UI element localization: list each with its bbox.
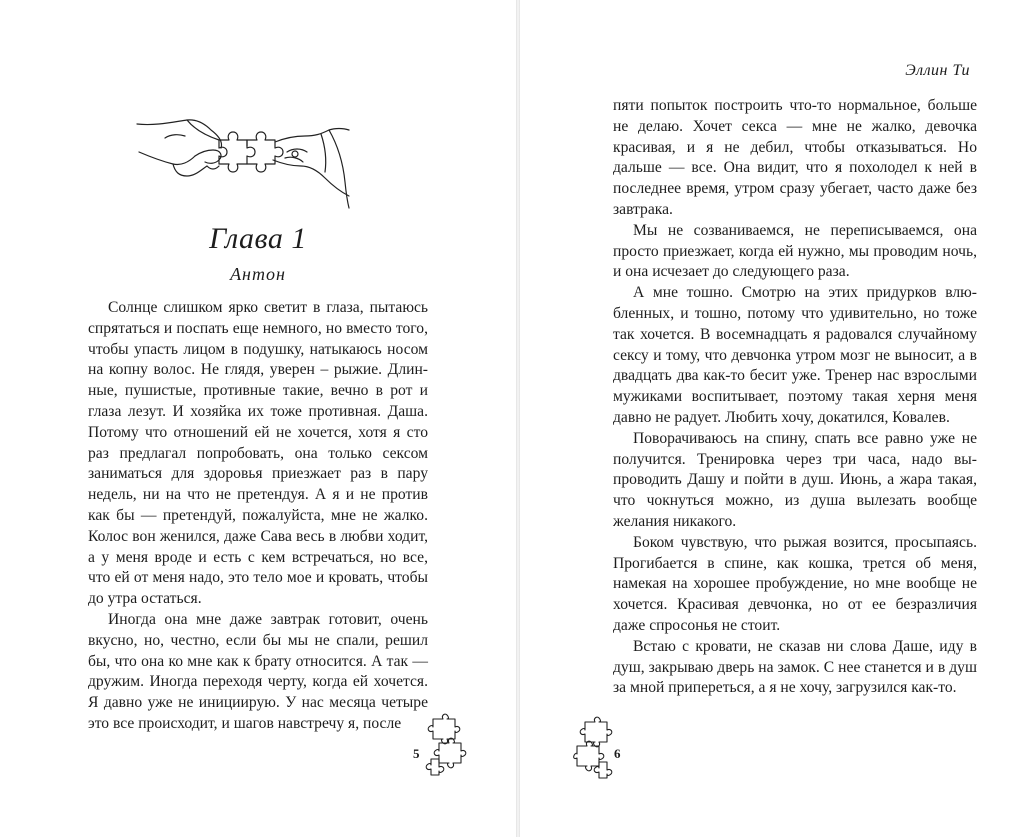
right-page-body [613, 96, 977, 699]
puzzle-ornament-icon [425, 713, 467, 777]
paragraph: А мне тошно. Смотрю на этих придурков влюбленных, и тошно, потому что удивительно, но тоже так хочется. В восемнадцать я радовался случайному сексу и тому, что девчонка утром мозг не выносит, а в двадцать два как-то бесит уже. Тренер нас взрослыми мужиками воспитывает, поэтому такая херня меня давно не радует. Любить хочу, докатился, Ковалев. [613, 284, 977, 426]
paragraph: Поворачиваюсь на спину, спать все равно уже не получится. Тренировка через три часа, надо выпроводить Дашу и пойти в душ. Июнь, а жара такая, что чокнуться можно, из душа вылезать вообще желания никакого. [613, 429, 977, 530]
left-page-body [88, 298, 428, 735]
paragraph: Солнце слишком ярко светит в глаза, пытаюсь спрятаться и поспать еще немного, но вместо того, чтобы упасть лицом в подушку, натыкаюсь носом на копну волос. Не глядя, уверен – рыжие. Длинные, пушистые, противные такие, вечно в рот и глаза лезут. И хозяйка их тоже противная. Даша. Потому что отношений ей не хочется, хотя я сто раз предлагал попробовать, она только сексом заниматься для здоровья приезжает раз в пару недель, ни на что не претендуя. А я и не против как бы — претендуй, пожалуйста, мне не жалко. Колос вон женился, даже Сава весь в любви ходит, а у меня вроде и есть с кем встречаться, но все, что ей от меня надо, это тело мое и кровать, чтобы до утра остаться. [88, 299, 428, 608]
chapter-title: Глава 1 [209, 222, 307, 255]
paragraph: Иногда она мне даже завтрак готовит, очень вкусно, но, честно, если бы мы не спали, решил бы, что она ко мне как к брату относится. А так — дружим. Иногда переходя черту, когда ей хочется. Я давно уже не инициирую. У нас месяца четыре это все происходит, и шагов навстречу я, после [88, 610, 428, 732]
chapter-subtitle: Антон [230, 264, 286, 284]
paragraph: пяти попыток построить что-то нормальное, больше не делаю. Хочет секса — мне не жалко, девочка красивая, и я не дебил, чтобы отказываться. Но дальше — все. Она видит, что я похолодел к ней в последнее время, утром сразу убегает, часто даже без завтрака. [613, 97, 977, 218]
puzzle-ornament-icon [573, 716, 615, 780]
paragraph: Встаю с кровати, не сказав ни слова Даше, иду в душ, закрываю дверь на замок. С нее станется и в душ за мной припереться, а я не хочу, загрузился как-то. [613, 637, 977, 697]
page-number: 6 [614, 746, 621, 761]
paragraph: Боком чувствую, что рыжая возится, просыпаясь. Прогибается в спине, как кошка, трется об меня, намекая на хорошее пробуждение, но мне вообще не хочется. Красивая девчонка, но от ее безразличия даже спросонья не стоит. [613, 533, 977, 634]
page-number: 5 [413, 746, 420, 761]
paragraph: Мы не созваниваемся, не переписываемся, она просто приезжает, когда ей нужно, мы проводим ночь, и она исчезает до следующего раза. [613, 221, 977, 281]
hands-puzzle-illustration-icon [135, 112, 360, 210]
running-header-author: Эллин Ти [905, 62, 970, 79]
